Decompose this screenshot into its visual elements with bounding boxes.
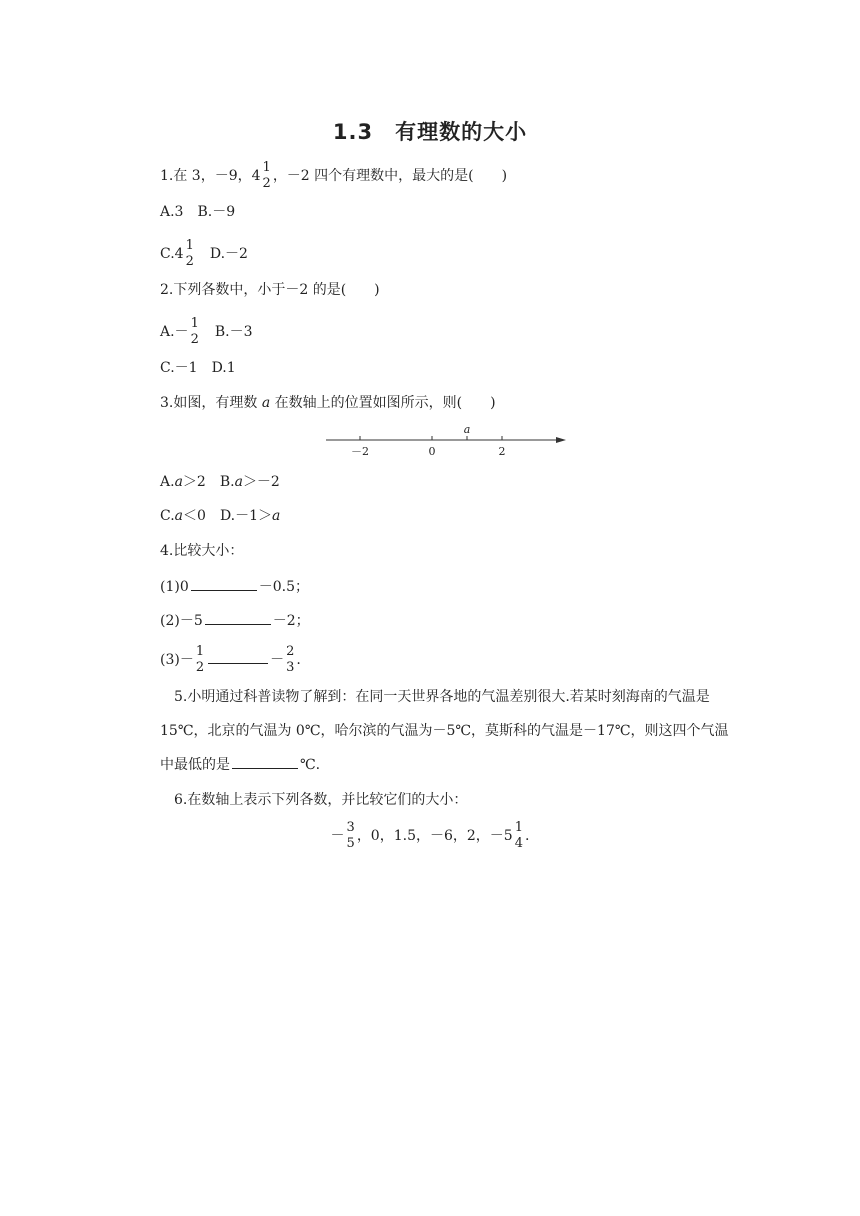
q1-text-after: ，－2 四个有理数中，最大的是( ) — [272, 168, 508, 184]
q4-p1-after: －0.5； — [258, 579, 310, 595]
q2-opt-a-after: B.－3 — [200, 324, 253, 340]
q2-opt-a-num: 1 — [190, 316, 199, 331]
q6-number-list: ，0，1.5，－6，2，－5 — [356, 828, 513, 844]
q5-text: 5.小明通过科普读物了解到：在同一天世界各地的气温差别很大.若某时刻海南的气温是 15℃，北京的气温为 0℃，哈尔滨的气温为－5℃，莫斯科的气温是－17℃，则这四个气温中最低的是 — [160, 689, 729, 773]
q3-opt-d-var: a — [272, 508, 281, 524]
number-line-arrow — [556, 437, 566, 443]
q1-opt-c-fraction — [185, 238, 195, 270]
q6-frac2-den: 4 — [514, 836, 523, 851]
question-4-stem: 4.比较大小： — [160, 543, 244, 559]
q3-opt-a-var: a — [174, 474, 183, 490]
q6-fraction-1 — [346, 820, 356, 852]
question-5 — [160, 680, 738, 782]
q4-p2-before: (2)－5 — [160, 613, 203, 629]
page-title: 1.3 有理数的大小 — [332, 120, 528, 144]
q4-p3-end: . — [296, 652, 301, 668]
q3-opt-c-rest: ＜0 D.－1＞ — [183, 508, 273, 524]
q3-opt-b-rest: ＞－2 — [242, 474, 280, 490]
q3-opt-a-rest: ＞2 B. — [182, 474, 235, 490]
point-label-a: a — [463, 423, 471, 436]
q1-opt-c-num: 1 — [185, 238, 194, 253]
q6-frac1-num: 3 — [346, 820, 355, 835]
q6-frac2-num: 1 — [514, 820, 523, 835]
q3-opt-c-prefix: C. — [160, 508, 175, 524]
q2-opt-a-before: A.－ — [160, 324, 189, 340]
q4-p1-before: (1)0 — [160, 579, 189, 595]
q1-opt-c-before: C.4 — [160, 246, 184, 262]
q4-p1-answer-blank[interactable] — [191, 576, 257, 591]
q1-fraction — [262, 160, 272, 192]
q1-frac-den: 2 — [262, 176, 271, 191]
question-4-part-2 — [160, 610, 310, 631]
question-6-numbers — [0, 820, 860, 852]
q6-frac1-den: 5 — [346, 836, 355, 851]
q1-text-before: 1.在 3，－9，4 — [160, 168, 261, 184]
q5-answer-blank[interactable] — [232, 754, 298, 769]
question-4-part-3 — [160, 644, 301, 676]
number-line-figure — [322, 420, 572, 462]
q3-opt-a-prefix: A. — [160, 474, 175, 490]
q3-text-after: 在数轴上的位置如图所示，则( ) — [270, 395, 496, 411]
question-2-stem: 2.下列各数中，小于－2 的是( ) — [160, 282, 380, 298]
q4-p3-fraction-1 — [195, 644, 205, 676]
q1-frac-num: 1 — [262, 160, 271, 175]
question-6-stem: 6.在数轴上表示下列各数，并比较它们的大小： — [174, 792, 468, 808]
q4-p3-num-2: 2 — [286, 644, 295, 659]
q4-p3-den-2: 3 — [286, 660, 295, 675]
q4-p3-fraction-2 — [285, 644, 295, 676]
q4-p2-after: －2； — [272, 613, 310, 629]
q3-opt-c-var: a — [174, 508, 184, 524]
question-3-stem — [160, 393, 496, 413]
q6-neg-sign: － — [330, 828, 345, 844]
q3-variable: a — [261, 395, 271, 411]
tick-label-2: 2 — [498, 445, 506, 458]
question-1-options-cd — [160, 238, 248, 270]
tick-label-neg2: －2 — [351, 445, 369, 458]
q3-text-before: 3.如图，有理数 — [160, 395, 262, 411]
question-2-options-cd: C.－1 D.1 — [160, 360, 236, 376]
question-1-options-ab: A.3 B.－9 — [160, 204, 236, 220]
q1-opt-c-after: D.－2 — [195, 246, 248, 262]
q2-opt-a-fraction — [190, 316, 200, 348]
q4-p3-answer-blank[interactable] — [208, 649, 268, 664]
q2-opt-a-den: 2 — [190, 332, 199, 347]
question-4-part-1 — [160, 576, 309, 597]
question-3-options-ab — [160, 472, 280, 492]
q5-text-after: ℃. — [300, 757, 321, 773]
q1-opt-c-den: 2 — [185, 254, 194, 269]
question-1-stem — [160, 160, 507, 192]
q4-p3-minus: － — [270, 652, 285, 668]
question-3-options-cd — [160, 506, 280, 526]
q3-opt-b-var: a — [234, 474, 243, 490]
q4-p3-den-1: 2 — [195, 660, 205, 675]
tick-label-0: 0 — [428, 445, 436, 458]
q4-p2-answer-blank[interactable] — [205, 610, 271, 625]
q4-p3-num-1: 1 — [195, 644, 205, 659]
q4-p3-before: (3)－ — [160, 652, 194, 668]
question-2-options-ab — [160, 316, 253, 348]
q6-fraction-2 — [514, 820, 524, 852]
q6-end: . — [525, 828, 530, 844]
